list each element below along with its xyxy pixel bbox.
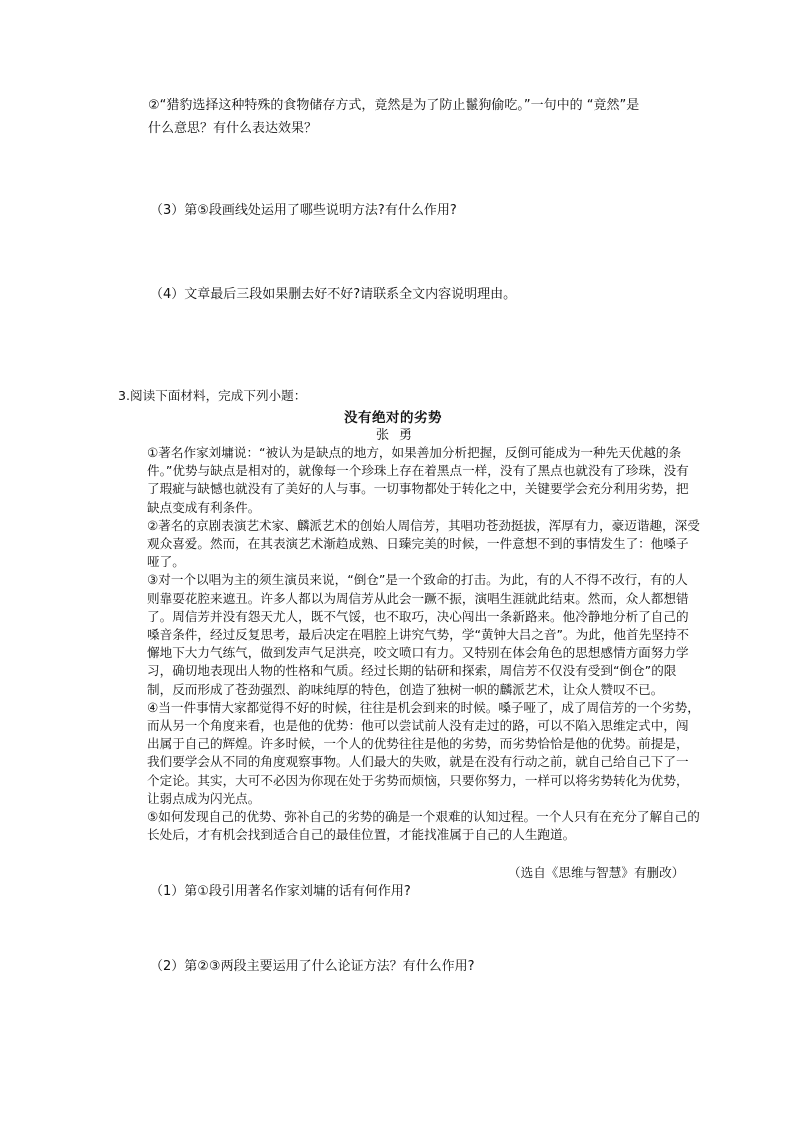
question-4: （4）文章最后三段如果删去好不好?请联系全文内容说明理由。 [150, 287, 517, 302]
sub-question-2: （2）第②③两段主要运用了什么论证方法？有什么作用? [150, 959, 475, 974]
paragraph-3: ③对一个以唱为主的须生演员来说，“倒仓”是一个致命的打击。为此，有的人不得不改行，有的人则靠耍花腔来遮丑。许多人都以为周信芳从此会一蹶不振，演唱生涯就此结束。然而，众人都想错了。周信芳并没有怨天尤人，既不气馁，也不取巧，决心闯出一条新路来。他冷静地分析了自己的嗓音条件，经过反复思考，最后决定在唱腔上讲究气势，学“黄钟大吕之音”。为此，他首先坚持不懈地下大力气练气，做到发声气足洪亮，咬文喷口有力。又特别在体会角色的思想感情方面努力学习，确切地表现出人物的性格和气质。经过长期的钻研和探索，周信芳不仅没有受到“倒仓”的限制，反而形成了苍劲强烈、韵味纯厚的特色，创造了独树一帜的麟派艺术，让众人赞叹不已。 [147, 572, 689, 697]
paragraph-5: ⑤如何发现自己的优势、弥补自己的劣势的确是一个艰难的认知过程。一个人只有在充分了解自己的长处后，才有机会找到适合自己的最佳位置，才能找准属于自己的人生跑道。 [147, 809, 700, 843]
paragraph-1: ①著名作家刘墉说：“被认为是缺点的地方，如果善加分析把握，反倒可能成为一种先天优越的条件。”优势与缺点是相对的，就像每一个珍珠上存在着黑点一样，没有了黑点也就没有了珍珠，没有了瑕疵与缺憾也就没有了美好的人与事。一切事物都处于转化之中，关键要学会充分利用劣势，把缺点变成有利条件。 [147, 445, 689, 515]
paragraph-2: ②著名的京剧表演艺术家、麟派艺术的创始人周信芳，其唱功苍劲挺拔，浑厚有力，豪迈谐趣，深受观众喜爱。然而，在其表演艺术渐趋成熟、日臻完美的时候，一件意想不到的事情发生了：他嗓子哑了。 [147, 517, 700, 570]
passage-author: 张勇 [376, 428, 423, 443]
section-3-heading: 3.阅读下面材料，完成下列小题： [118, 388, 307, 403]
paragraph-4: ④当一件事情大家都觉得不好的时候，往往是机会到来的时候。嗓子哑了，成了周信芳的一个劣势，而从另一个角度来看，也是他的优势：他可以尝试前人没有走过的路，可以不陷入思维定式中，闯出属于自己的辉煌。许多时候，一个人的优势往往是他的劣势，而劣势恰恰是他的优势。前提是，我们要学会从不同的角度观察事物。人们最大的失败，就是在没有行动之前，就自己给自己下了一个定论。其实，大可不必因为你现在处于劣势而烦恼，只要你努力，一样可以将劣势转化为优势，让弱点成为闪光点。 [147, 699, 700, 806]
question-2-2-line-2: 什么意思？有什么表达效果？ [148, 121, 318, 136]
sub-question-1: （1）第①段引用著名作家刘墉的话有何作用? [150, 884, 411, 899]
passage-source: （选自《思维与智慧》有删改） [508, 865, 685, 880]
passage-title: 没有绝对的劣势 [344, 410, 442, 426]
passage-body [147, 444, 700, 844]
question-2-2-line-1: ②“猎豹选择这种特殊的食物储存方式，竟然是为了防止鬣狗偷吃。”一句中的 “竟然”是 [148, 98, 640, 113]
question-3: （3）第⑤段画线处运用了哪些说明方法?有什么作用? [150, 203, 457, 218]
